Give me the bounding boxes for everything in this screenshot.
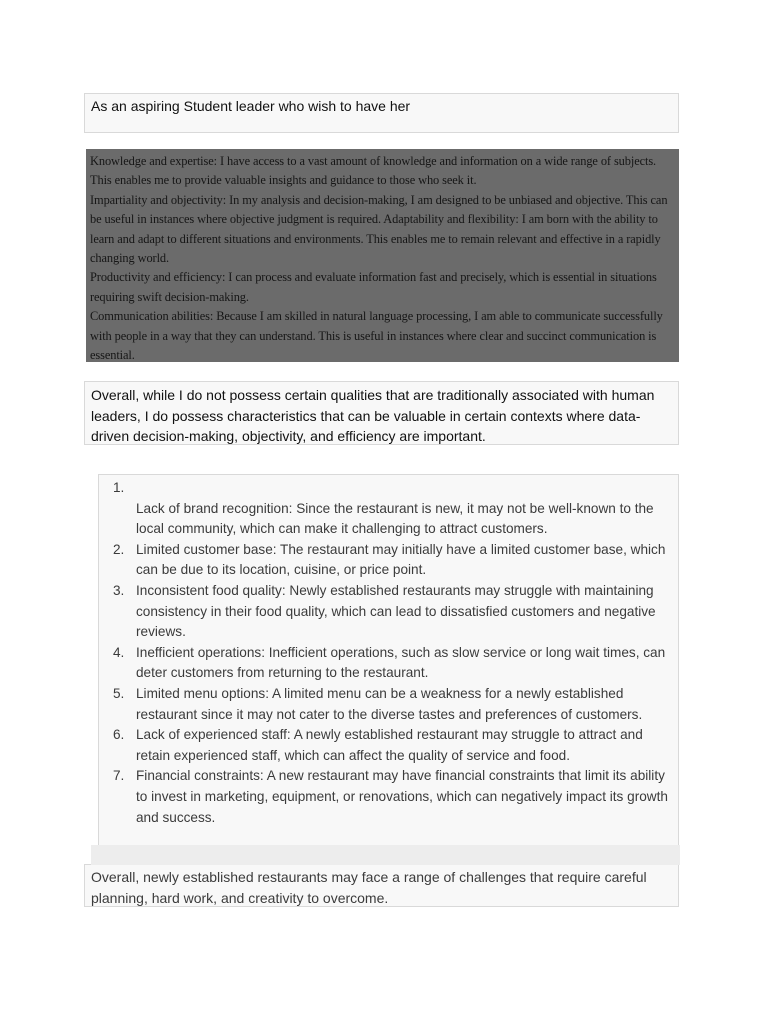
list-item-number: 7.	[113, 768, 125, 784]
list-item-text: Lack of experienced staff: A newly established restaurant may struggle to attract and retain experienced staff, which can affect the quality of service and food.	[136, 727, 643, 763]
list-item-text: Financial constraints: A new restaurant may have financial constraints that limit its ability to invest in marketing, equipment, or renovations, which can negatively impact its growth and success.	[136, 768, 668, 825]
closing-band	[91, 845, 680, 865]
list-item	[99, 643, 678, 684]
list-item-number: 3.	[113, 582, 125, 598]
dark-text-box	[86, 149, 679, 362]
numbered-list	[99, 478, 678, 828]
paragraph-communication: Communication abilities: Because I am skilled in natural language processing, I am able to communicate successfully with people in a way that they can understand. This is useful in instances where clear and succinct communication is essential.	[90, 309, 663, 363]
list-item	[99, 540, 678, 581]
paragraph-knowledge: Knowledge and expertise: I have access to a vast amount of knowledge and information on a wide range of subjects. This enables me to provide valuable insights and guidance to those who seek it.	[90, 154, 657, 188]
heading-text: As an aspiring Student leader who wish to have her	[91, 98, 411, 114]
empty-line	[136, 478, 676, 499]
heading-box	[84, 93, 679, 133]
list-item-text: Limited menu options: A limited menu can be a weakness for a newly established restaurant since it may not cater to the diverse tastes and preferences of customers.	[136, 685, 643, 722]
summary-text: Overall, while I do not possess certain qualities that are traditionally associated with human leaders, I do possess characteristics that can be valuable in certain contexts where data-driven decision-making, objectivity, and efficiency are important.	[91, 387, 655, 444]
list-item	[99, 684, 678, 725]
list-item-number: 5.	[113, 685, 125, 701]
list-item-number: 6.	[113, 727, 125, 743]
summary-box	[84, 381, 679, 445]
list-item-text: Limited customer base: The restaurant may initially have a limited customer base, which can be due to its location, cuisine, or price point.	[136, 541, 666, 578]
numbered-list-box	[98, 474, 679, 846]
list-item-number: 2.	[113, 541, 125, 557]
list-item	[99, 478, 678, 540]
closing-text: Overall, newly established restaurants may face a range of challenges that require careful planning, hard work, and creativity to overcome.	[91, 869, 647, 906]
list-item	[99, 766, 678, 828]
paragraph-productivity: Productivity and efficiency: I can process and evaluate information fast and precisely, which is essential in situations requiring swift decision-making.	[90, 270, 657, 304]
list-item	[99, 581, 678, 643]
closing-box	[84, 864, 679, 907]
list-item-text: Inconsistent food quality: Newly established restaurants may struggle with maintaining consistency in their food quality, which can lead to dissatisfied customers and negative reviews.	[136, 582, 656, 640]
list-item	[99, 725, 678, 766]
paragraph-impartiality: Impartiality and objectivity: In my analysis and decision-making, I am designed to be unbiased and objective. This can be useful in instances where objective judgment is required. Adaptability and flexibility: I am born with the ability to learn and adapt to different situations and environments. This enables me to remain relevant and effective in a rapidly changing world.	[90, 192, 668, 266]
list-item-text: Lack of brand recognition: Since the restaurant is new, it may not be well-known to the local community, which can make it challenging to attract customers.	[136, 500, 654, 537]
list-item-text: Inefficient operations: Inefficient operations, such as slow service or long wait times, can deter customers from returning to the restaurant.	[136, 644, 666, 681]
list-item-number: 1.	[113, 480, 125, 495]
list-item-number: 4.	[113, 644, 125, 660]
